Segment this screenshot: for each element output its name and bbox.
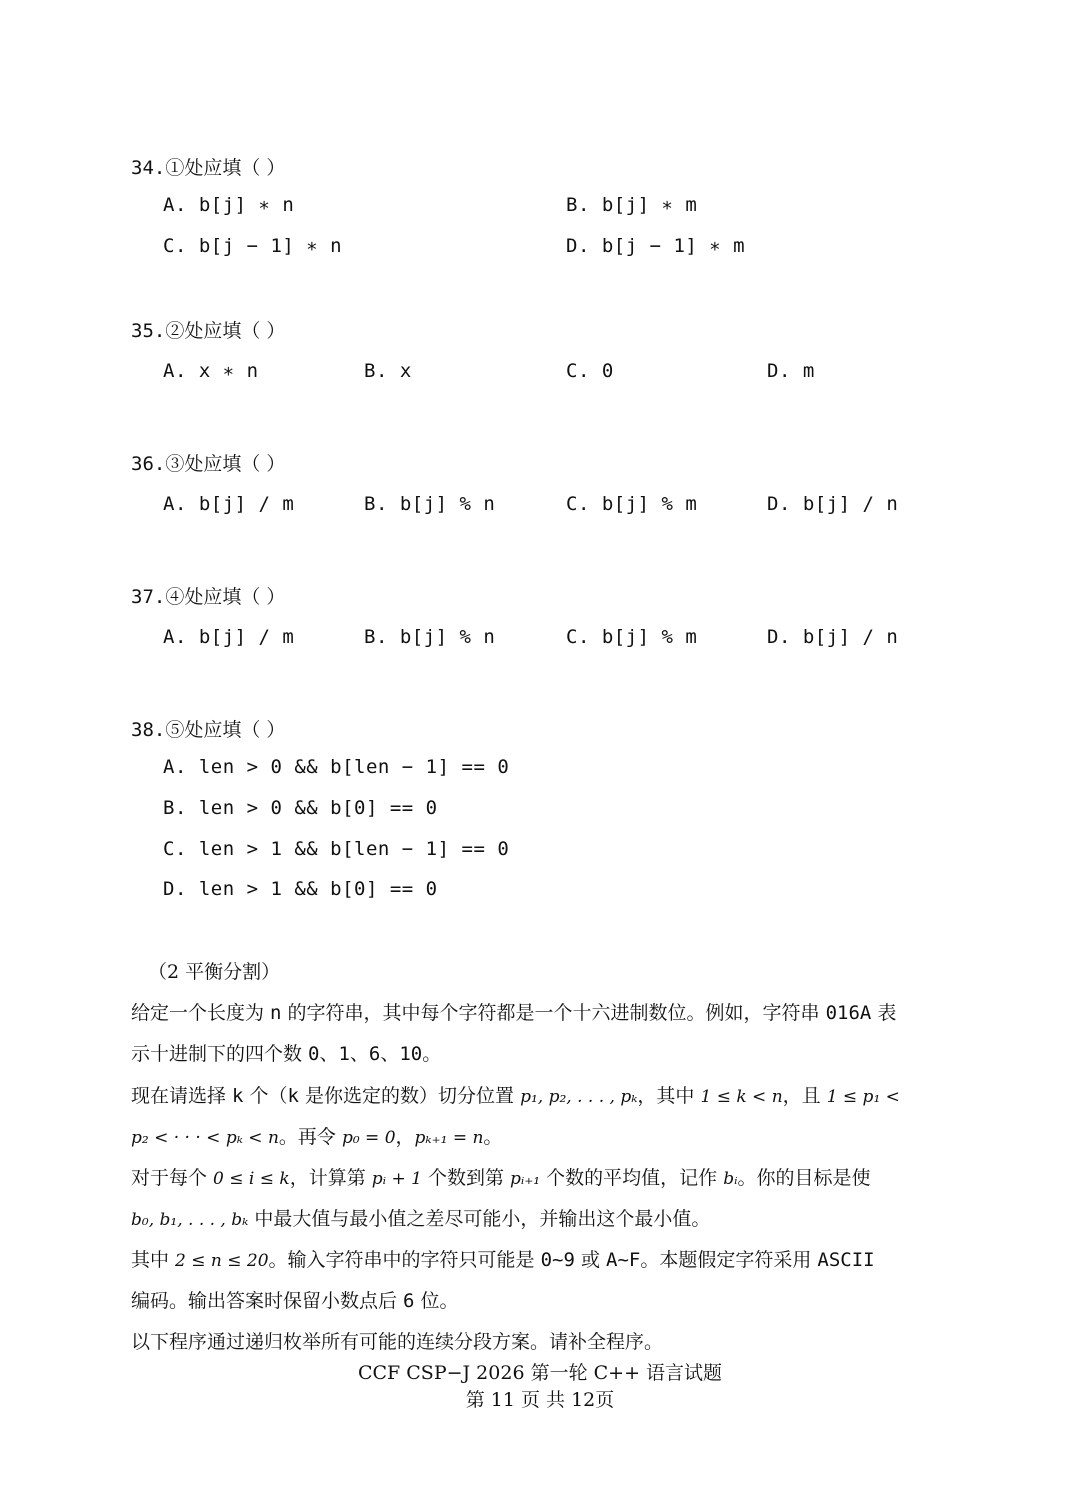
- option-label: C.: [163, 838, 187, 860]
- math: 2 ≤ n ≤ 20: [175, 1251, 269, 1271]
- q35-option-a[interactable]: [163, 360, 259, 382]
- text-mono: ASCII: [817, 1249, 875, 1271]
- math: p₁, p₂, . . . , pₖ: [520, 1087, 638, 1107]
- math: 1 ≤ k < n: [700, 1087, 783, 1107]
- text: ，计算第: [289, 1167, 372, 1189]
- option-label: D.: [163, 878, 187, 900]
- text: 示十进制下的四个数: [131, 1043, 309, 1065]
- q34-option-b[interactable]: [566, 194, 697, 216]
- text: 。: [422, 1043, 442, 1065]
- question-number: 38.: [131, 719, 166, 741]
- q37-option-b[interactable]: [364, 626, 495, 648]
- q37-option-d[interactable]: [767, 626, 898, 648]
- question-number: 34.: [131, 157, 166, 179]
- text: ，其中: [637, 1085, 701, 1107]
- option-label: D.: [767, 626, 791, 648]
- option-label: D.: [566, 235, 590, 257]
- problem-line-9: 以下程序通过递归枚举所有可能的连续分段方案。请补全程序。: [131, 1331, 664, 1353]
- option-text: x: [399, 360, 412, 382]
- option-text: b[j] ∗ m: [601, 194, 698, 216]
- q35-option-b[interactable]: [364, 360, 412, 382]
- text: 位。: [414, 1290, 459, 1312]
- option-text: len > 0 && b[len − 1] == 0: [198, 756, 510, 778]
- text: 其中: [131, 1249, 176, 1271]
- question-stem-text: ②处应填（ ）: [165, 320, 286, 342]
- option-text: b[j] / m: [198, 626, 295, 648]
- question-stem-text: ⑤处应填（ ）: [165, 719, 286, 741]
- option-label: D.: [767, 493, 791, 515]
- text-mono: k: [232, 1085, 244, 1107]
- text-mono: 0~9: [540, 1249, 575, 1271]
- text: 个数到第: [421, 1167, 511, 1189]
- math: bᵢ: [723, 1169, 738, 1189]
- footer-title: CCF CSP−J 2026 第一轮 C++ 语言试题: [357, 1362, 723, 1384]
- math: p₀ = 0: [341, 1128, 396, 1148]
- option-label: A.: [163, 194, 187, 216]
- question-stem-text: ③处应填（ ）: [165, 453, 286, 475]
- text: 个（: [243, 1085, 288, 1107]
- q36-option-d[interactable]: [767, 493, 898, 515]
- option-label: B.: [163, 797, 187, 819]
- problem-line-4: [131, 1117, 502, 1159]
- option-text: b[j] / n: [802, 626, 899, 648]
- problem-line-6: [131, 1199, 710, 1241]
- option-text: b[j] % m: [601, 493, 698, 515]
- section-heading: （2 平衡分割）: [148, 961, 281, 983]
- text: 。你的目标是使: [737, 1167, 871, 1189]
- problem-line-5: [131, 1158, 871, 1200]
- text-mono: n: [270, 1002, 282, 1024]
- text-mono: 0、1、6、10: [308, 1043, 423, 1065]
- option-label: B.: [566, 194, 590, 216]
- text: ，且: [782, 1085, 827, 1107]
- option-label: C.: [566, 493, 590, 515]
- problem-line-2: [131, 1034, 441, 1075]
- question-stem-text: ④处应填（ ）: [165, 586, 286, 608]
- question-number: 36.: [131, 453, 166, 475]
- option-text: m: [802, 360, 815, 382]
- option-text: b[j] ∗ n: [198, 194, 295, 216]
- text: 表: [871, 1002, 897, 1024]
- text: 编码。输出答案时保留小数点后: [131, 1290, 404, 1312]
- question-number: 37.: [131, 586, 166, 608]
- q36-option-c[interactable]: [566, 493, 697, 515]
- q34-option-d[interactable]: [566, 235, 745, 257]
- text-mono: 6: [403, 1290, 415, 1312]
- problem-line-7: [131, 1240, 875, 1282]
- math: pᵢ₊₁: [510, 1169, 541, 1189]
- math: 1 ≤ p₁ <: [826, 1087, 900, 1107]
- question-36-stem: [131, 449, 285, 476]
- text: 。输入字符串中的字符只可能是: [268, 1249, 541, 1271]
- text-mono: 016A: [825, 1002, 872, 1024]
- option-text: b[j] % n: [399, 493, 496, 515]
- question-35-stem: [131, 316, 285, 343]
- text: 。: [483, 1126, 503, 1148]
- problem-line-1: [131, 993, 896, 1034]
- option-label: C.: [163, 235, 187, 257]
- text-mono: k: [287, 1085, 299, 1107]
- option-label: A.: [163, 360, 187, 382]
- option-text: b[j] / n: [802, 493, 899, 515]
- math: pₖ₊₁ = n: [414, 1128, 484, 1148]
- option-label: A.: [163, 626, 187, 648]
- math: pᵢ + 1: [371, 1169, 422, 1189]
- q38-option-c[interactable]: [163, 838, 509, 860]
- q36-option-a[interactable]: [163, 493, 294, 515]
- question-number: 35.: [131, 320, 166, 342]
- text: 现在请选择: [131, 1085, 233, 1107]
- q37-option-c[interactable]: [566, 626, 697, 648]
- question-38-stem: [131, 715, 285, 742]
- text: ，: [395, 1126, 415, 1148]
- text: 给定一个长度为: [131, 1002, 271, 1024]
- option-label: D.: [767, 360, 791, 382]
- math: 0 ≤ i ≤ k: [213, 1169, 290, 1189]
- text-mono: A~F: [606, 1249, 641, 1271]
- option-text: x ∗ n: [198, 360, 259, 382]
- q38-option-d[interactable]: [163, 878, 438, 900]
- option-label: B.: [364, 626, 388, 648]
- option-text: 0: [601, 360, 614, 382]
- q35-option-d[interactable]: [767, 360, 815, 382]
- math: b₀, b₁, . . . , bₖ: [131, 1210, 249, 1230]
- option-text: b[j] % n: [399, 626, 496, 648]
- option-label: A.: [163, 756, 187, 778]
- text: 个数的平均值，记作: [540, 1167, 724, 1189]
- q35-option-c[interactable]: [566, 360, 614, 382]
- text: 的字符串，其中每个字符都是一个十六进制数位。例如，字符串: [281, 1002, 826, 1024]
- option-text: b[j − 1] ∗ n: [198, 235, 343, 257]
- q34-option-c[interactable]: [163, 235, 342, 257]
- question-34-stem: [131, 153, 285, 180]
- problem-line-3: [131, 1076, 900, 1118]
- q38-option-a[interactable]: [163, 756, 509, 778]
- option-text: len > 1 && b[len − 1] == 0: [198, 838, 510, 860]
- text: 。再令: [278, 1126, 342, 1148]
- option-text: b[j − 1] ∗ m: [601, 235, 746, 257]
- text: 是你选定的数）切分位置: [299, 1085, 521, 1107]
- text: 中最大值与最小值之差尽可能小，并输出这个最小值。: [248, 1208, 711, 1230]
- option-label: B.: [364, 493, 388, 515]
- q37-option-a[interactable]: [163, 626, 294, 648]
- q36-option-b[interactable]: [364, 493, 495, 515]
- option-label: C.: [566, 626, 590, 648]
- problem-line-8: [131, 1281, 459, 1322]
- text: 或: [574, 1249, 607, 1271]
- option-label: B.: [364, 360, 388, 382]
- text: 对于每个: [131, 1167, 214, 1189]
- text: 。本题假定字符采用: [640, 1249, 818, 1271]
- option-text: b[j] % m: [601, 626, 698, 648]
- option-text: len > 0 && b[0] == 0: [198, 797, 438, 819]
- q38-option-b[interactable]: [163, 797, 438, 819]
- question-37-stem: [131, 582, 285, 609]
- math: p₂ < · · · < pₖ < n: [131, 1128, 279, 1148]
- option-label: C.: [566, 360, 590, 382]
- option-label: A.: [163, 493, 187, 515]
- footer-page-number: 第 11 页 共 12页: [465, 1389, 615, 1411]
- option-text: len > 1 && b[0] == 0: [198, 878, 438, 900]
- question-stem-text: ①处应填（ ）: [165, 157, 286, 179]
- option-text: b[j] / m: [198, 493, 295, 515]
- q34-option-a[interactable]: [163, 194, 294, 216]
